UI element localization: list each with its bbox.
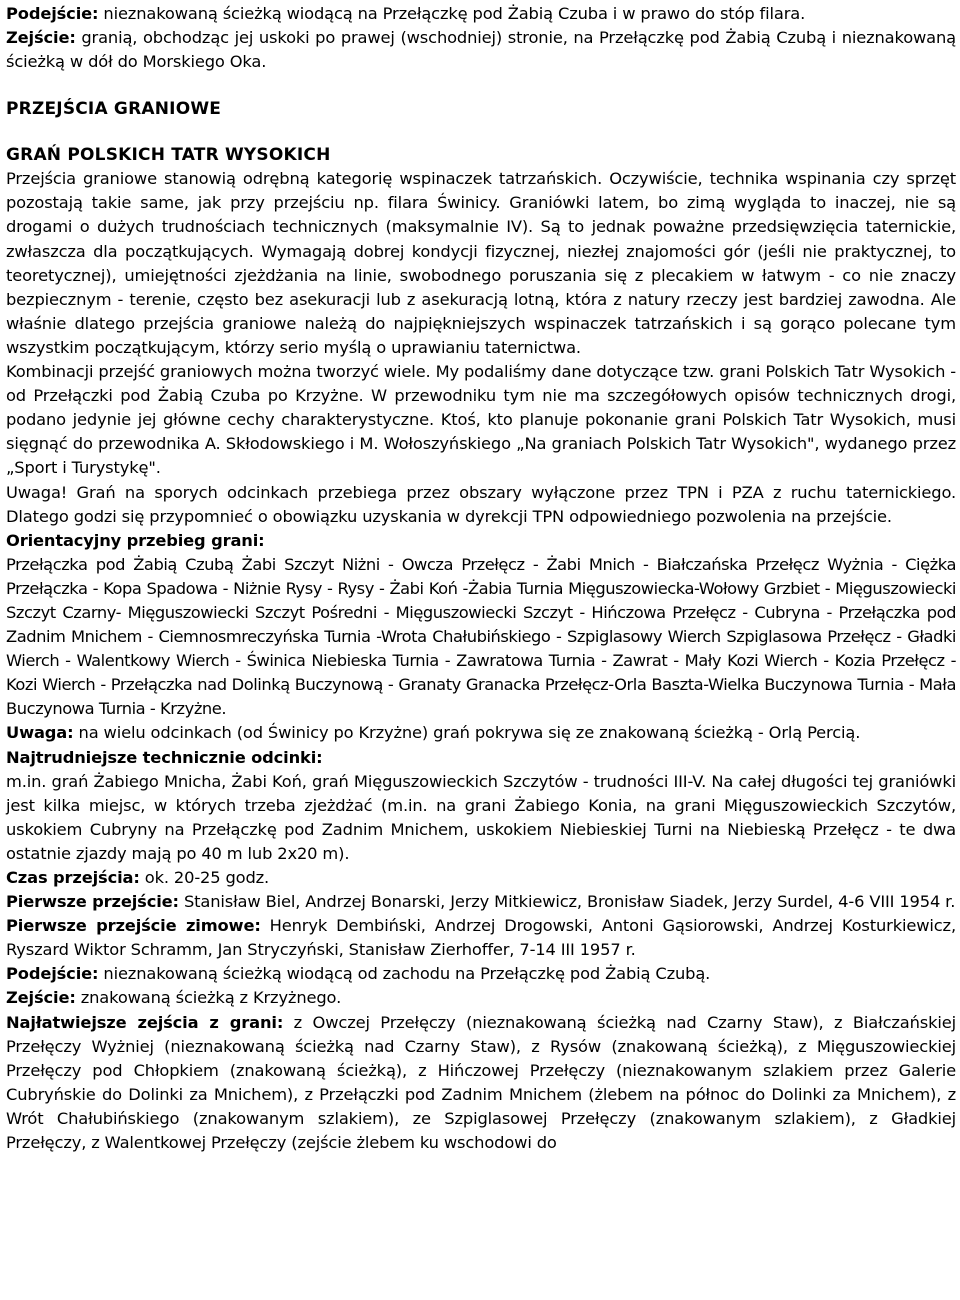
first-ascent-text: Stanisław Biel, Andrzej Bonarski, Jerzy Mitkiewicz, Bronisław Siadek, Jerzy Surdel, 4-6 VIII 1954 r. xyxy=(178,892,956,912)
winter-ascent-paragraph xyxy=(6,914,956,962)
descent-text: granią, obchodząc jej uskoki po prawej (wschodniej) stronie, na Przełączkę pod Żabią Czubą i nieznakowaną ścieżką w dół do Morskiego Oka. xyxy=(6,28,956,72)
approach-2-text: nieznakowaną ścieżką wiodącą od zachodu na Przełączkę pod Żabią Czubą. xyxy=(98,964,711,984)
descent-paragraph xyxy=(6,26,956,74)
route-heading xyxy=(6,529,956,553)
route-note-paragraph xyxy=(6,721,956,745)
time-label: Czas przejścia: xyxy=(6,868,140,887)
descent-label: Zejście: xyxy=(6,28,76,48)
section-subtitle: GRAŃ POLSKICH TATR WYSOKICH xyxy=(6,145,331,166)
route-label: Orientacyjny przebieg grani: xyxy=(6,530,265,550)
descent-2-text: znakowaną ścieżką z Krzyżnego. xyxy=(75,988,342,1008)
first-ascent-paragraph xyxy=(6,890,956,914)
warning-paragraph: Uwaga! Grań na sporych odcinkach przebiega przez obszary wyłączone przez TPN i PZA z ruchu taternickiego. Dlatego godzi się przypomnieć o obowiązku uzyskania w dyrekcji TPN odpowiedniego pozwolenia na przejście. xyxy=(6,482,956,526)
time-text: ok. 20-25 godz. xyxy=(139,868,270,887)
descent-2-paragraph xyxy=(6,986,956,1010)
combinations-paragraph: Kombinacji przejść graniowych można tworzyć wiele. My podaliśmy dane dotyczące tzw. grani Polskich Tatr Wysokich - od Przełączki pod Żabią Czuba po Krzyżne. W przewodniku tym nie ma szczegółowych opisów technicznych drogi, podano jedynie jej główne cechy charakterystyczne. Ktoś, kto planuje pokonanie grani Polskich Tatr Wysokich, musi sięgnąć do przewodnika A. Skłodowskiego i M. Wołoszyńskiego „Na graniach Polskich Tatr Wysokich", wydanego przez „Sport i Turystykę". xyxy=(6,362,956,478)
approach-2-label: Podejście: xyxy=(6,964,99,984)
document-page xyxy=(6,2,956,1155)
approach-label: Podejście: xyxy=(6,4,99,23)
first-ascent-label: Pierwsze przejście: xyxy=(6,892,179,912)
difficult-label: Najtrudniejsze technicznie odcinki: xyxy=(6,747,323,767)
time-paragraph xyxy=(6,866,956,890)
winter-ascent-text: Henryk Dembiński, Andrzej Drogowski, Antoni Gąsiorowski, Andrzej Kosturkiewicz, Ryszard Wiktor Schramm, Jan Stryczyński, Stanisław Zierhoffer, 7-14 III 1957 r. xyxy=(6,916,956,960)
route-note-label: Uwaga: xyxy=(6,723,74,743)
approach-2-paragraph xyxy=(6,962,956,986)
difficult-paragraph: m.in. grań Żabiego Mnicha, Żabi Koń, grań Mięguszowieckich Szczytów - trudności III-V. Na całej długości tej graniówki jest kilka miejsc, w których trzeba zjeżdżać (m.in. na grani Żabiego Konia, na grani Mięguszowieckich Szczytów, uskokiem Cubryny na Przełączkę pod Zadnim Mnichem, uskokiem Niebieskiej Turni na Niebieską Przełęcz - te dwa ostatnie zjazdy mają po 40 m lub 2x20 m). xyxy=(6,771,956,863)
easiest-descents-paragraph xyxy=(6,1011,956,1156)
descent-2-label: Zejście: xyxy=(6,988,76,1008)
intro-paragraph: Przejścia graniowe stanowią odrębną kategorię wspinaczek tatrzańskich. Oczywiście, technika wspinania czy sprzęt pozostają takie same, jak przy przejściu np. filara Świnicy. Graniówki latem, bo zimą wygląda to inaczej, nie są drogami o dużych trudnościach technicznych (maksymalnie IV). Są to jednak poważne przedsięwzięcia taternickie, zwłaszcza dla początkujących. Wymagają dobrej kondycji fizycznej, niezłej znajomości gór (jeśli nie praktycznej, to teoretycznej), umiejętności zjeżdżania na linie, swobodnego poruszania się z plecakiem w łatwym - co nie znaczy bezpiecznym - terenie, często bez asekuracji lub z asekuracją lotną, która z natury rzeczy jest bardziej zawodna. Ale właśnie dlatego przejścia graniowe należą do najpiękniejszych wspinaczek tatrzańskich i są gorąco polecane tym wszystkim początkującym, którzy serio myślą o uprawianiu taternictwa. xyxy=(6,169,956,357)
approach-paragraph xyxy=(6,2,956,26)
route-paragraph: Przełączka pod Żabią Czubą Żabi Szczyt Niżni - Owcza Przełęcz - Żabi Mnich - Białczańska Przełęcz Wyżnia - Ciężka Przełączka - Kopa Spadowa - Niżnie Rysy - Rysy - Żabi Koń -Żabia Turnia Mięguszowiecka-Wołowy Grzbiet - Mięguszowiecki Szczyt Czarny- Mięguszowiecki Szczyt Pośredni - Mięguszowiecki Szczyt - Hińczowa Przełęcz - Cubryna - Przełączka pod Zadnim Mnichem - Ciemnosmreczyńska Turnia -Wrota Chałubińskiego - Szpiglasowy Wierch Szpiglasowa Przełęcz - Gładki Wierch - Walentkowy Wierch - Świnica Niebieska Turnia - Zawratowa Turnia - Zawrat - Mały Kozi Wierch - Kozia Przełęcz - Kozi Wierch - Przełączka nad Dolinką Buczynową - Granaty Granacka Przełęcz-Orla Baszta-Wielka Buczynowa Turnia - Mała Buczynowa Turnia - Krzyżne. xyxy=(6,554,956,719)
winter-ascent-label: Pierwsze przejście zimowe: xyxy=(6,916,261,936)
section-title: PRZEJŚCIA GRANIOWE xyxy=(6,99,222,120)
route-note-text: na wielu odcinkach (od Świnicy po Krzyżne) grań pokrywa się ze znakowaną ścieżką - Orlą Percią. xyxy=(73,723,861,743)
easiest-descents-label: Najłatwiejsze zejścia z grani: xyxy=(6,1012,284,1032)
difficult-heading xyxy=(6,746,956,770)
easiest-descents-text: z Owczej Przełęczy (nieznakowaną ścieżką nad Czarny Staw), z Białczańskiej Przełęczy Wyżniej (nieznakowaną ścieżką nad Czarny Staw), z Rysów (znakowaną ścieżką), z Mięguszowieckiej Przełęczy pod Chłopkiem (znakowaną ścieżką), z Hińczowej Przełęczy (nieznakowanym szlakiem przez Galerie Cubryńskie do Dolinki za Mnichem), z Przełączki pod Zadnim Mnichem (żlebem na północ do Dolinki za Mnichem), z Wrót Chałubińskiego (znakowanym szlakiem), ze Szpiglasowej Przełęczy (znakowanym szlakiem), z Gładkiej Przełęczy, z Walentkowej Przełęczy (zejście żlebem ku wschodowi do xyxy=(6,1012,956,1153)
approach-text: nieznakowaną ścieżką wiodącą na Przełączkę pod Żabią Czuba i w prawo do stóp filara. xyxy=(98,4,806,23)
